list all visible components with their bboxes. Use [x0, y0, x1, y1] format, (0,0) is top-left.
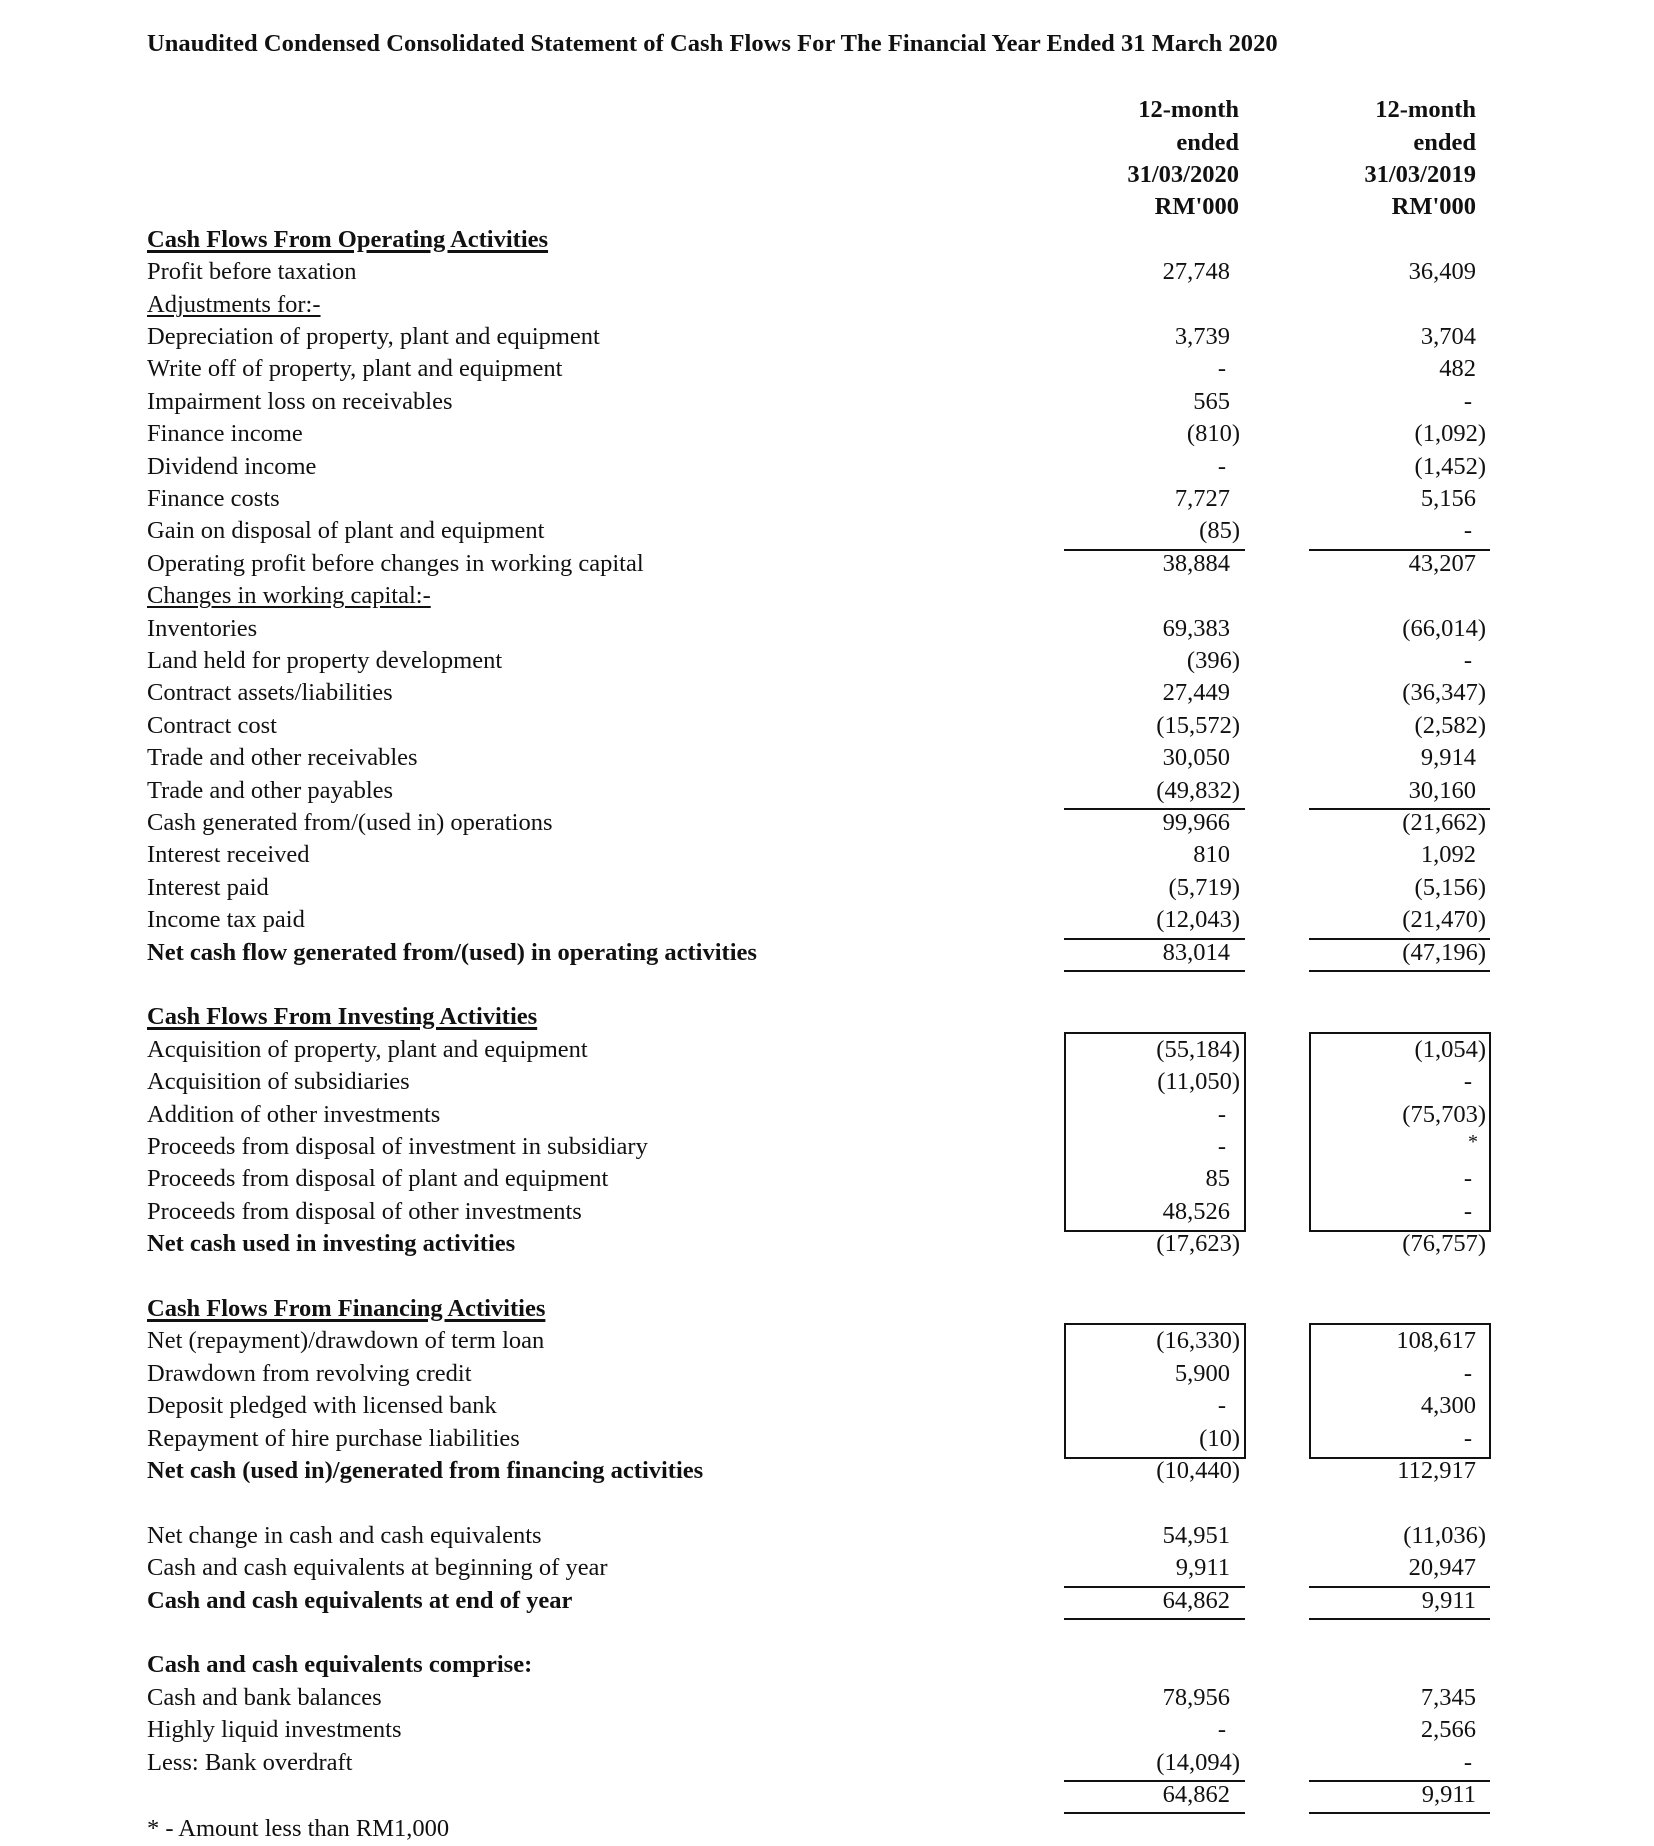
label-cell — [147, 872, 269, 904]
table-row — [0, 386, 1654, 418]
amount: 810 — [1193, 841, 1230, 869]
amount: 78,956 — [1162, 1683, 1230, 1711]
value-2019 — [1276, 1552, 1476, 1584]
amount: (55,184) — [1156, 1035, 1240, 1063]
value-2019 — [1276, 353, 1476, 385]
label-cell — [147, 904, 305, 936]
label-cell — [147, 1585, 572, 1617]
label-cell — [147, 1293, 545, 1325]
value-2020 — [1030, 1714, 1230, 1746]
amount: 99,966 — [1162, 809, 1230, 836]
amount: - — [1217, 1133, 1226, 1160]
value-2020 — [1030, 775, 1240, 807]
grouping-box — [1064, 1032, 1246, 1232]
value-2019 — [1276, 1520, 1486, 1552]
value-2019 — [1276, 839, 1476, 871]
value-2020 — [1030, 872, 1240, 904]
column-header-2020: 31/03/2020 — [1127, 161, 1239, 188]
value-2019 — [1276, 904, 1486, 936]
label-cell — [147, 483, 280, 515]
subheading-adjustments — [0, 289, 1654, 321]
label-cell — [147, 1228, 515, 1260]
value-2020 — [1030, 742, 1230, 774]
amount: 7,727 — [1174, 485, 1230, 512]
amount: (10) — [1199, 1424, 1240, 1452]
section-heading: Cash Flows From Investing Activities — [147, 1003, 538, 1031]
footnote — [0, 1813, 1654, 1845]
value-2019 — [1276, 256, 1476, 288]
row-label: Acquisition of subsidiaries — [147, 1068, 410, 1096]
value-2020 — [1030, 1585, 1230, 1617]
table-row — [0, 677, 1654, 709]
row-label: Net cash flow generated from/(used) in operating activities — [147, 938, 757, 966]
total-row-investing — [0, 1228, 1654, 1260]
value-2020 — [1030, 418, 1240, 450]
value-2020 — [1030, 807, 1230, 839]
label-cell — [147, 1131, 648, 1163]
amount: 27,449 — [1162, 679, 1230, 707]
amount: 2,566 — [1420, 1716, 1476, 1744]
label-cell — [147, 386, 452, 418]
label-cell — [147, 775, 393, 807]
row-label: Finance income — [147, 420, 303, 448]
row-label: Proceeds from disposal of investment in subsidiary — [147, 1133, 648, 1160]
label-cell — [147, 418, 303, 450]
value-2019 — [1276, 1228, 1486, 1260]
value-2019 — [1276, 742, 1476, 774]
amount: (17,623) — [1156, 1230, 1240, 1258]
amount: - — [1463, 1068, 1472, 1096]
value-2020 — [1030, 904, 1240, 936]
label-cell — [147, 451, 316, 483]
amount: 4,300 — [1420, 1392, 1476, 1420]
value-2020 — [1030, 937, 1230, 969]
amount: - — [1463, 1359, 1472, 1387]
table-row — [0, 256, 1654, 288]
amount: (76,757) — [1402, 1230, 1486, 1258]
value-2020 — [1030, 353, 1230, 385]
amount: 20,947 — [1408, 1554, 1476, 1582]
row-label: Net cash used in investing activities — [147, 1230, 516, 1258]
label-cell — [147, 1682, 382, 1714]
amount: 9,911 — [1421, 1586, 1476, 1614]
row-label: Dividend income — [147, 452, 317, 480]
value-2019 — [1276, 937, 1486, 969]
amount: (10,440) — [1156, 1457, 1240, 1484]
value-2019 — [1276, 548, 1476, 580]
value-2019 — [1276, 386, 1476, 418]
total-rule — [1309, 970, 1490, 972]
amount: 36,409 — [1408, 258, 1476, 286]
row-label: Trade and other receivables — [147, 744, 418, 772]
row-label: Cash and cash equivalents at end of year — [147, 1586, 573, 1614]
row-label: Deposit pledged with licensed bank — [147, 1392, 497, 1420]
table-row — [0, 904, 1654, 936]
column-header-2020: ended — [1176, 128, 1239, 156]
value-2019 — [1276, 775, 1476, 807]
label-cell — [147, 256, 357, 288]
amount: (1,092) — [1414, 420, 1486, 448]
row-label: Interest paid — [147, 873, 269, 901]
amount: - — [1217, 1100, 1226, 1128]
amount: 108,617 — [1396, 1327, 1476, 1355]
table-row — [0, 645, 1654, 677]
table-row — [0, 483, 1654, 515]
value-2019 — [1276, 872, 1486, 904]
value-2020 — [1030, 483, 1230, 515]
row-label: Proceeds from disposal of plant and equipment — [147, 1165, 609, 1193]
value-2020 — [1030, 515, 1240, 547]
table-row — [0, 1714, 1654, 1746]
value-2020 — [1030, 548, 1230, 580]
value-2019 — [1276, 677, 1486, 709]
page-title: Unaudited Condensed Consolidated Statement of Cash Flows For The Financial Year Ended 31 March 2020 — [147, 30, 1278, 57]
amount: (16,330) — [1156, 1327, 1240, 1355]
row-label: Highly liquid investments — [147, 1716, 402, 1744]
table-row — [0, 775, 1654, 807]
amount: (15,572) — [1156, 711, 1240, 739]
row-label: Adjustments for:- — [147, 290, 321, 318]
amount: (21,662) — [1402, 809, 1486, 836]
value-2019 — [1276, 321, 1476, 353]
amount: 48,526 — [1162, 1197, 1230, 1225]
amount: 69,383 — [1162, 614, 1230, 642]
grouping-box — [1309, 1032, 1491, 1232]
label-cell — [147, 1034, 588, 1066]
label-cell — [147, 1455, 703, 1487]
value-2019 — [1276, 1585, 1476, 1617]
row-label: Income tax paid — [147, 906, 305, 934]
amount: 30,050 — [1162, 744, 1230, 772]
amount: (85) — [1199, 517, 1240, 545]
label-cell — [147, 613, 257, 645]
value-2019 — [1276, 807, 1486, 839]
column-header-2019: 31/03/2019 — [1364, 161, 1476, 188]
amount: 85 — [1205, 1165, 1230, 1193]
amount: - — [1463, 1165, 1472, 1193]
label-cell — [147, 1066, 410, 1098]
amount: (396) — [1186, 647, 1240, 674]
label-cell — [147, 1390, 497, 1422]
amount: - — [1463, 647, 1472, 674]
amount: - — [1463, 387, 1472, 415]
total-row-comprise — [0, 1779, 1654, 1811]
amount: 43,207 — [1408, 549, 1476, 577]
value-2019 — [1276, 483, 1476, 515]
row-label: Net (repayment)/drawdown of term loan — [147, 1327, 545, 1355]
total-row-end-of-year — [0, 1585, 1654, 1617]
value-2020 — [1030, 710, 1240, 742]
value-2019 — [1276, 1682, 1476, 1714]
column-header-row — [0, 127, 1654, 159]
label-cell — [147, 1001, 537, 1033]
amount: 112,917 — [1397, 1457, 1476, 1484]
value-2020 — [1030, 1682, 1230, 1714]
row-label: Interest received — [147, 841, 310, 869]
section-heading: Cash Flows From Operating Activities — [147, 225, 549, 253]
table-row — [0, 451, 1654, 483]
label-cell — [147, 1714, 402, 1746]
footnote-text: * - Amount less than RM1,000 — [147, 1815, 450, 1843]
row-label: Impairment loss on receivables — [147, 387, 453, 415]
label-cell — [147, 1325, 544, 1357]
grouping-box — [1309, 1323, 1491, 1459]
amount: 9,911 — [1421, 1781, 1476, 1808]
table-row — [0, 515, 1654, 547]
grouping-box — [1064, 1323, 1246, 1459]
row-label: Repayment of hire purchase liabilities — [147, 1424, 520, 1452]
amount: 38,884 — [1162, 549, 1230, 577]
amount: (11,050) — [1157, 1068, 1240, 1096]
row-label: Contract assets/liabilities — [147, 679, 393, 707]
subheading-working-capital — [0, 580, 1654, 612]
amount: 64,862 — [1162, 1586, 1230, 1614]
amount: 83,014 — [1162, 938, 1230, 966]
row-label: Profit before taxation — [147, 258, 357, 286]
amount: (49,832) — [1156, 776, 1240, 804]
value-2020 — [1030, 1552, 1230, 1584]
label-cell — [147, 548, 644, 580]
label-cell — [147, 1649, 532, 1681]
amount: 30,160 — [1408, 776, 1476, 804]
label-cell — [147, 1552, 608, 1584]
table-row — [0, 710, 1654, 742]
label-cell — [147, 677, 393, 709]
amount: (810) — [1186, 420, 1240, 448]
value-2020 — [1030, 321, 1230, 353]
amount: * — [1468, 1131, 1478, 1153]
row-label: Cash and cash equivalents comprise: — [147, 1651, 533, 1679]
amount: (5,719) — [1168, 873, 1240, 901]
label-cell — [147, 1196, 582, 1228]
total-rule — [1064, 970, 1245, 972]
label-cell — [147, 710, 277, 742]
column-header-2019: ended — [1413, 128, 1476, 156]
label-cell — [147, 807, 552, 839]
row-label: Drawdown from revolving credit — [147, 1359, 472, 1387]
amount: - — [1463, 1748, 1472, 1776]
amount: 3,704 — [1420, 323, 1476, 350]
section-investing-heading — [0, 1001, 1654, 1033]
value-2020 — [1030, 1520, 1230, 1552]
amount: 482 — [1439, 355, 1476, 383]
table-row — [0, 742, 1654, 774]
amount: (36,347) — [1402, 679, 1486, 707]
row-label: Less: Bank overdraft — [147, 1748, 353, 1776]
value-2020 — [1030, 386, 1230, 418]
amount: 3,739 — [1174, 323, 1230, 350]
table-row — [0, 1520, 1654, 1552]
amount: 5,156 — [1420, 485, 1476, 512]
amount: (75,703) — [1402, 1100, 1486, 1128]
value-2020 — [1030, 613, 1230, 645]
value-2020 — [1030, 1747, 1240, 1779]
value-2019 — [1276, 1714, 1476, 1746]
column-header-2019: 12-month — [1375, 96, 1476, 124]
label-cell — [147, 515, 544, 547]
label-cell — [147, 1520, 542, 1552]
row-label: Net cash (used in)/generated from financing activities — [147, 1457, 704, 1484]
amount: 64,862 — [1162, 1781, 1230, 1808]
value-2020 — [1030, 645, 1240, 677]
label-cell — [147, 1747, 352, 1779]
amount: 27,748 — [1162, 258, 1230, 286]
amount: - — [1217, 355, 1226, 383]
amount: - — [1217, 1392, 1226, 1420]
label-cell — [147, 1423, 520, 1455]
amount: (12,043) — [1156, 906, 1240, 934]
table-row — [0, 418, 1654, 450]
row-label: Addition of other investments — [147, 1100, 441, 1128]
section-financing-heading — [0, 1293, 1654, 1325]
total-row-financing — [0, 1455, 1654, 1487]
value-2020 — [1030, 1455, 1240, 1487]
value-2020 — [1030, 1228, 1240, 1260]
table-row — [0, 839, 1654, 871]
amount: - — [1463, 517, 1472, 545]
label-cell — [147, 321, 600, 353]
row-label: Inventories — [147, 614, 258, 642]
value-2019 — [1276, 451, 1486, 483]
amount: 9,914 — [1420, 744, 1476, 772]
amount: 9,911 — [1175, 1554, 1230, 1582]
value-2020 — [1030, 677, 1230, 709]
column-header-2020: 12-month — [1138, 96, 1239, 124]
label-cell — [147, 1358, 472, 1390]
amount: (1,054) — [1414, 1035, 1486, 1063]
table-row — [0, 1747, 1654, 1779]
row-label: Write off of property, plant and equipment — [147, 355, 563, 383]
table-row — [0, 353, 1654, 385]
subheading-comprise — [0, 1649, 1654, 1681]
column-header-row — [0, 191, 1654, 223]
amount: (14,094) — [1156, 1748, 1240, 1776]
amount: 54,951 — [1162, 1521, 1230, 1549]
value-2020 — [1030, 256, 1230, 288]
label-cell — [147, 839, 310, 871]
amount: (21,470) — [1402, 906, 1486, 934]
label-cell — [147, 645, 502, 677]
value-2019 — [1276, 613, 1486, 645]
amount: (1,452) — [1414, 452, 1486, 480]
column-header-row — [0, 94, 1654, 126]
value-2019 — [1276, 1779, 1476, 1811]
row-label: Proceeds from disposal of other investments — [147, 1197, 582, 1225]
value-2019 — [1276, 710, 1486, 742]
value-2020 — [1030, 451, 1230, 483]
value-2019 — [1276, 515, 1476, 547]
label-cell — [147, 289, 321, 321]
row-label: Land held for property development — [147, 647, 503, 674]
row-label: Net change in cash and cash equivalents — [147, 1521, 542, 1549]
label-cell — [147, 1099, 440, 1131]
table-row — [0, 613, 1654, 645]
amount: - — [1463, 1197, 1472, 1225]
amount: - — [1217, 1716, 1226, 1744]
row-label: Operating profit before changes in working capital — [147, 549, 644, 577]
row-label: Cash and cash equivalents at beginning of year — [147, 1554, 608, 1582]
column-header-2019: RM'000 — [1391, 193, 1476, 221]
label-cell — [147, 224, 548, 256]
amount: 1,092 — [1420, 841, 1476, 869]
label-cell — [147, 937, 757, 969]
amount: (11,036) — [1403, 1521, 1486, 1549]
row-label: Finance costs — [147, 485, 280, 512]
section-operating-heading — [0, 224, 1654, 256]
label-cell — [147, 1163, 608, 1195]
amount: (47,196) — [1402, 938, 1486, 966]
row-label: Changes in working capital:- — [147, 582, 431, 610]
amount: - — [1217, 452, 1226, 480]
amount: 565 — [1193, 387, 1230, 415]
amount: (66,014) — [1402, 614, 1486, 642]
value-2019 — [1276, 1455, 1476, 1487]
amount: - — [1463, 1424, 1472, 1452]
total-row-operating — [0, 937, 1654, 969]
row-label: Gain on disposal of plant and equipment — [147, 517, 545, 545]
value-2019 — [1276, 418, 1486, 450]
label-cell — [147, 353, 562, 385]
total-rule — [1309, 1618, 1490, 1620]
table-row — [0, 321, 1654, 353]
amount: 7,345 — [1420, 1683, 1476, 1711]
row-label: Acquisition of property, plant and equipment — [147, 1035, 588, 1063]
table-row — [0, 1682, 1654, 1714]
amount: (2,582) — [1414, 711, 1486, 739]
value-2020 — [1030, 839, 1230, 871]
total-rule — [1064, 1618, 1245, 1620]
row-label: Contract cost — [147, 711, 277, 739]
value-2020 — [1030, 1779, 1230, 1811]
value-2019 — [1276, 1747, 1476, 1779]
table-row — [0, 872, 1654, 904]
section-heading: Cash Flows From Financing Activities — [147, 1295, 546, 1322]
table-row — [0, 1552, 1654, 1584]
amount: 5,900 — [1174, 1359, 1230, 1387]
column-header-2020: RM'000 — [1154, 193, 1239, 221]
subtotal-row — [0, 548, 1654, 580]
value-2019 — [1276, 645, 1476, 677]
amount: (5,156) — [1414, 873, 1486, 901]
label-cell — [147, 742, 418, 774]
subtotal-row — [0, 807, 1654, 839]
label-cell — [147, 580, 431, 612]
row-label: Cash and bank balances — [147, 1683, 382, 1711]
row-label: Cash generated from/(used in) operations — [147, 809, 553, 836]
row-label: Depreciation of property, plant and equipment — [147, 323, 600, 350]
row-label: Trade and other payables — [147, 776, 394, 804]
column-header-row — [0, 159, 1654, 191]
